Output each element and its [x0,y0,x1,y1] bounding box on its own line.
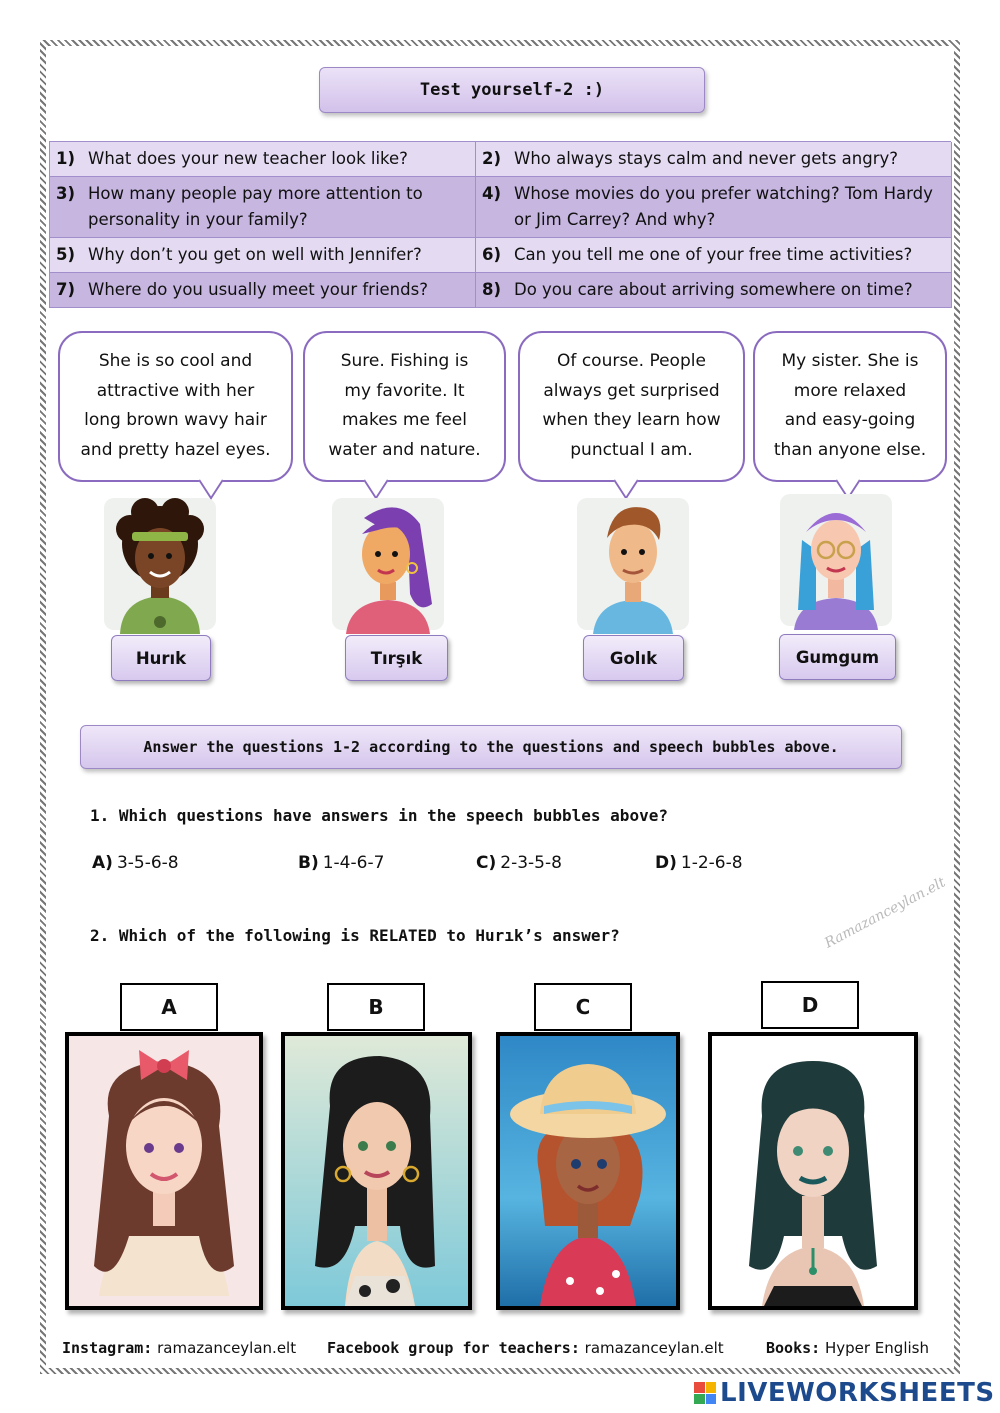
speech-bubble-tirsik: Sure. Fishing is my favorite. It makes me feel water and nature. [303,331,506,482]
question-4: 4) Whose movies do you prefer watching? Tom Hardy or Jim Carrey? And why? [476,177,952,238]
picture-label-c: C [534,983,632,1031]
speech-bubble-golik: Of course. People always get surprised when they learn how punctual I am. [518,331,745,482]
portrait-b[interactable] [281,1032,472,1310]
liveworksheets-logo-icon [694,1382,716,1404]
q1-option-d[interactable]: D) 1-2-6-8 [655,853,743,873]
portrait-b-image [285,1036,468,1306]
footer-instagram: Instagram: ramazanceylan.elt [62,1339,297,1357]
portrait-c-image [500,1036,676,1306]
picture-label-b: B [327,983,425,1031]
question-3: 3) How many people pay more attention to personality in your family? [50,177,476,238]
speech-bubble-gumgum: My sister. She is more relaxed and easy-going than anyone else. [753,331,947,482]
name-golik: Golık [583,635,684,681]
question-2-text: 2. Which of the following is RELATED to Hurık’s answer? [90,926,620,945]
golik-avatar [573,494,693,634]
gumgum-avatar [776,490,896,630]
hurik-avatar [100,494,220,634]
question-1-text: 1. Which questions have answers in the speech bubbles above? [90,806,668,825]
question-5: 5) Why don’t you get on well with Jennifer? [50,238,476,273]
brand-name: LIVEWORKSHEETS [720,1378,995,1408]
picture-label-a: A [120,983,218,1031]
question-1: 1) What does your new teacher look like? [50,142,476,177]
liveworksheets-brand[interactable] [694,1378,995,1408]
q1-option-a[interactable]: A) 3-5-6-8 [92,853,179,873]
q1-option-b[interactable]: B) 1-4-6-7 [298,853,385,873]
question-8: 8) Do you care about arriving somewhere on time? [476,273,952,308]
q1-option-c[interactable]: C) 2-3-5-8 [476,853,562,873]
footer-facebook: Facebook group for teachers: ramazanceylan.elt [327,1339,724,1357]
portrait-a-image [69,1036,259,1306]
questions-table [49,141,951,308]
portrait-c[interactable] [496,1032,680,1310]
name-tirsik: Tırşık [345,635,448,681]
name-hurik: Hurık [111,635,211,681]
question-2: 2) Who always stays calm and never gets angry? [476,142,952,177]
name-gumgum: Gumgum [779,634,896,680]
question-6: 6) Can you tell me one of your free time activities? [476,238,952,273]
tirsik-avatar [328,494,448,634]
portrait-d[interactable] [708,1032,918,1310]
picture-label-d: D [761,981,859,1029]
portrait-a[interactable] [65,1032,263,1310]
portrait-d-image [712,1036,914,1306]
question-7: 7) Where do you usually meet your friends? [50,273,476,308]
watermark: Ramazanceylan.elt [822,874,949,952]
speech-bubble-hurik: She is so cool and attractive with her long brown wavy hair and pretty hazel eyes. [58,331,293,482]
instruction-banner: Answer the questions 1-2 according to the questions and speech bubbles above. [80,725,902,769]
footer-books: Books: Hyper English [766,1339,929,1357]
worksheet-title: Test yourself-2 :) [319,67,705,113]
